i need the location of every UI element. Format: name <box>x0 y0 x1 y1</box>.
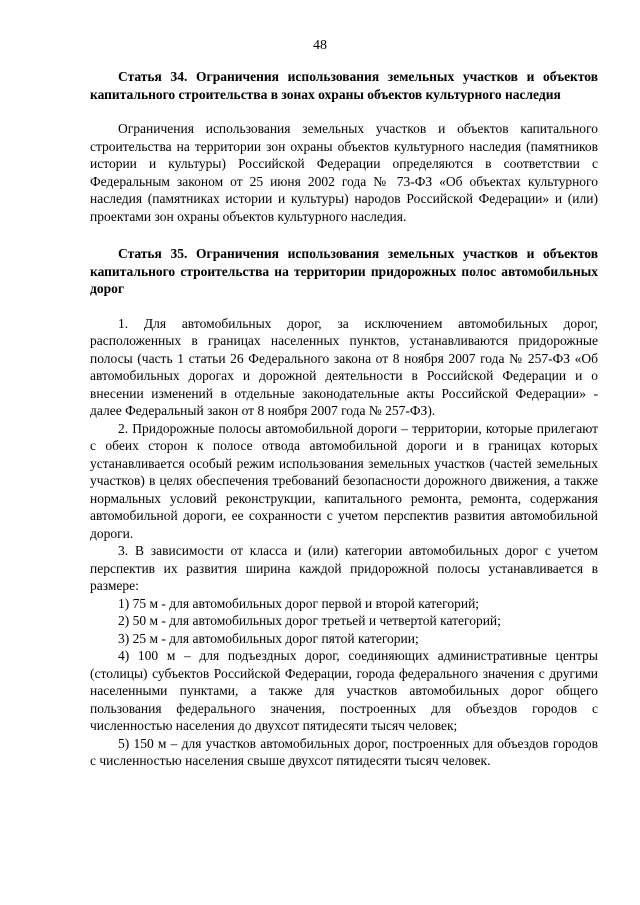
article-35-paragraph-1: 1. Для автомобильных дорог, за исключением автомобильных дорог, расположенных в границах населенных пунктов, устанавливаются придорожные полосы (часть 1 статьи 26 Федерального закона от 8 ноября 2007 года № 257-ФЗ «Об автомобильных дорогах и дорожной деятельности в Российской Федерации и о внесении изменений в отдельные законодательные акты Российской Федерации» - далее Федеральный закон от 8 ноября 2007 года № 257-ФЗ). <box>90 315 598 418</box>
article-35-item-4: 4) 100 м – для подъездных дорог, соединяющих административные центры (столицы) субъектов Российской Федерации, города федерального значения с другими населенными пунктами, а также для участков автомобильных дорог общего пользования федерального значения, построенных для объездов городов с численностью населения до двухсот пятидесяти тысяч человек; <box>90 648 598 733</box>
article-35-item-1: 1) 75 м - для автомобильных дорог первой и второй категорий; <box>118 595 480 611</box>
document-body <box>90 68 598 770</box>
article-35-item-3: 3) 25 м - для автомобильных дорог пятой категории; <box>118 630 419 646</box>
article-35-paragraph-2: 2. Придорожные полосы автомобильной дороги – территории, которые прилегают с обеих сторон к полосе отвода автомобильной дороги и в границах которых устанавливается особый режим использования земельных участков (частей земельных участков) в целях обеспечения требований безопасности дорожного движения, а также нормальных условий реконструкции, капитального ремонта, ремонта, содержания автомобильной дороги, ее сохранности с учетом перспектив развития автомобильной дороги. <box>90 420 598 541</box>
article-34-title: Статья 34. Ограничения использования земельных участков и объектов капитального строительства в зонах охраны объектов культурного наследия <box>90 69 598 102</box>
article-35-text <box>90 315 598 770</box>
page-number: 48 <box>313 38 327 53</box>
article-34-text <box>90 120 598 225</box>
article-35-item-2: 2) 50 м - для автомобильных дорог третьей и четвертой категорий; <box>118 613 501 628</box>
article-35-paragraph-3: 3. В зависимости от класса и (или) категории автомобильных дорог с учетом перспектив их развития ширина каждой придорожной полосы устанавливается в размере: <box>90 543 598 593</box>
article-34-paragraph: Ограничения использования земельных участков и объектов капитального строительства на территории зон охраны объектов культурного наследия (памятников истории и культуры) Российской Федерации определяются в соответствии с Федеральным законом от 25 июня 2002 года № 73-ФЗ «Об объектах культурного наследия (памятниках истории и культуры) народов Российской Федерации» и (или) проектами зон охраны объектов культурного наследия. <box>90 121 598 224</box>
article-35-title: Статья 35. Ограничения использования земельных участков и объектов капитального строительства на территории придорожных полос автомобильных дорог <box>90 246 598 296</box>
article-35-item-5: 5) 150 м – для участков автомобильных дорог, построенных для объездов городов с численностью населения свыше двухсот пятидесяти тысяч человек. <box>90 735 598 768</box>
